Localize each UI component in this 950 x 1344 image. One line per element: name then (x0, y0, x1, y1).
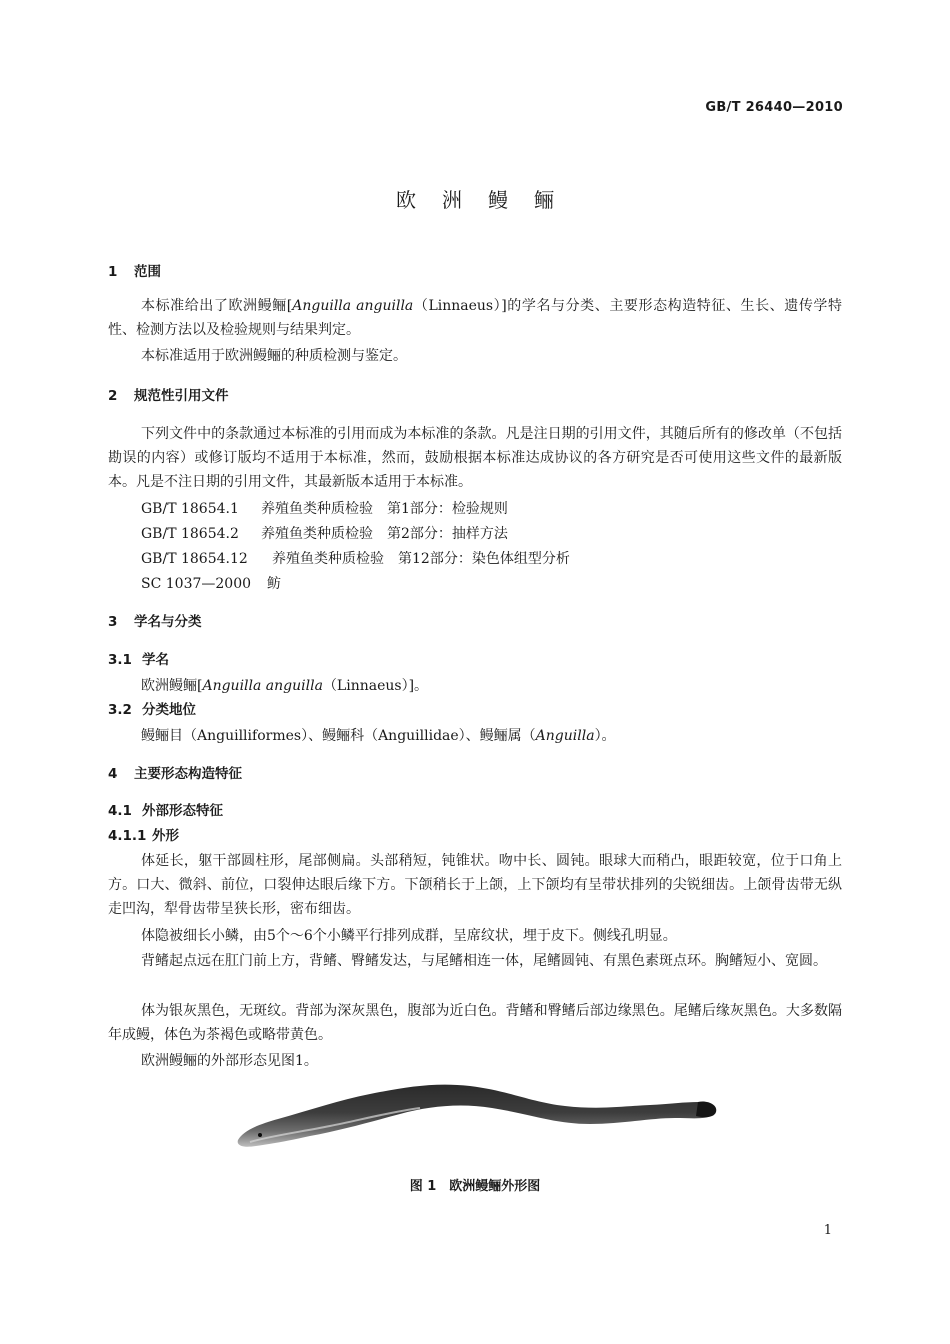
section-number: 1 (108, 264, 118, 280)
section-number: 2 (108, 388, 118, 404)
reference-title: 鲂 (267, 576, 281, 592)
section-number: 4.1.1 (108, 828, 147, 844)
morphology-paragraph: 体为银灰黑色，无斑纹。背部为深灰黑色，腹部为近白色。背鳍和臀鳍后部边缘黑色。尾鳍后缘灰黑色。大多数隔年成鳗，体色为茶褐色或略带黄色。 (108, 1003, 842, 1043)
morphology-paragraph: 背鳍起点远在肛门前上方，背鳍、臀鳍发达，与尾鳍相连一体，尾鳍圆钝、有黑色素斑点环。胸鳍短小、宽圆。 (141, 953, 827, 969)
section-2-heading (108, 386, 229, 406)
section-3-1-heading (108, 650, 169, 670)
section-title: 分类地位 (142, 702, 196, 718)
scope-paragraph-2: 本标准适用于欧洲鳗鲡的种质检测与鉴定。 (141, 348, 407, 364)
text-run: 鳗鲡目（Anguilliformes）、鳗鲡科（Anguillidae）、鳗鲡属（ (141, 728, 536, 744)
eel-eye (258, 1133, 262, 1137)
latin-name: Anguilla anguilla (202, 678, 323, 694)
section-3-heading (108, 612, 202, 632)
text-run: ）。 (594, 728, 616, 744)
classification-text (141, 724, 616, 748)
eel-body (238, 1085, 717, 1147)
morphology-paragraph: 欧洲鳗鲡的外部形态见图1。 (141, 1053, 318, 1069)
section-title: 范围 (134, 264, 161, 280)
reference-title: 养殖鱼类种质检验 第2部分：抽样方法 (261, 526, 508, 542)
section-title: 学名 (142, 652, 169, 668)
reference-item (141, 522, 508, 546)
reference-item (141, 497, 508, 521)
section-3-2-heading (108, 700, 196, 720)
reference-code: GB/T 18654.1 (141, 501, 239, 517)
text-run: 欧洲鳗鲡[ (141, 678, 203, 694)
section-number: 3.1 (108, 652, 132, 668)
latin-name: Anguilla (535, 728, 595, 744)
section-number: 3 (108, 614, 118, 630)
reference-code: GB/T 18654.12 (141, 551, 248, 567)
section-title: 主要形态构造特征 (134, 766, 242, 782)
reference-code: SC 1037—2000 (141, 576, 252, 592)
reference-code: GB/T 18654.2 (141, 526, 239, 542)
section-4-heading (108, 764, 242, 784)
reference-item (141, 547, 570, 571)
section-title: 外形 (152, 828, 179, 844)
page-number: 1 (823, 1223, 832, 1238)
references-intro: 下列文件中的条款通过本标准的引用而成为本标准的条款。凡是注日期的引用文件，其随后所有的修改单（不包括勘误的内容）或修订版均不适用于本标准，然而，鼓励根据本标准达成协议的各方研究是否可使用这些文件的最新版本。凡是不注日期的引用文件，其最新版本适用于本标准。 (108, 426, 842, 490)
text-run: 本标准给出了欧洲鳗鲡[ (141, 298, 293, 314)
reference-title: 养殖鱼类种质检验 第12部分：染色体组型分析 (272, 551, 570, 567)
reference-title: 养殖鱼类种质检验 第1部分：检验规则 (261, 501, 508, 517)
section-4-1-heading (108, 801, 223, 821)
scope-paragraph-1 (108, 294, 842, 342)
text-run: （Linnaeus）]。 (322, 678, 429, 694)
section-number: 4 (108, 766, 118, 782)
section-number: 4.1 (108, 803, 132, 819)
document-title: 欧洲鳗鲡 (396, 188, 580, 212)
standard-code: GB/T 26440—2010 (705, 100, 843, 115)
figure-caption: 图 1 欧洲鳗鲡外形图 (409, 1179, 541, 1194)
reference-item (141, 572, 281, 596)
morphology-paragraph: 体隐被细长小鳞，由5个～6个小鳞平行排列成群，呈席纹状，埋于皮下。侧线孔明显。 (141, 928, 677, 944)
eel-figure-image (230, 1072, 720, 1156)
section-title: 规范性引用文件 (134, 388, 229, 404)
scientific-name-text (141, 674, 428, 698)
text-run: （Linnaeus）]的学名与分类、主要形态构造特征、生长、遗传学特性、检测方法以及检验规则与结果判定。 (108, 298, 842, 338)
latin-name: Anguilla anguilla (292, 298, 414, 314)
section-title: 学名与分类 (134, 614, 202, 630)
section-number: 3.2 (108, 702, 132, 718)
section-title: 外部形态特征 (142, 803, 223, 819)
section-1-heading (108, 262, 161, 282)
morphology-paragraph: 体延长，躯干部圆柱形，尾部侧扁。头部稍短，钝锥状。吻中长、圆钝。眼球大而稍凸，眼距较宽，位于口角上方。口大、微斜、前位，口裂伸达眼后缘下方。下颌稍长于上颌，上下颌均有呈带状排列的尖锐细齿。上颌骨齿带无纵走凹沟，犁骨齿带呈狭长形，密布细齿。 (108, 853, 842, 917)
section-4-1-1-heading (108, 826, 179, 846)
